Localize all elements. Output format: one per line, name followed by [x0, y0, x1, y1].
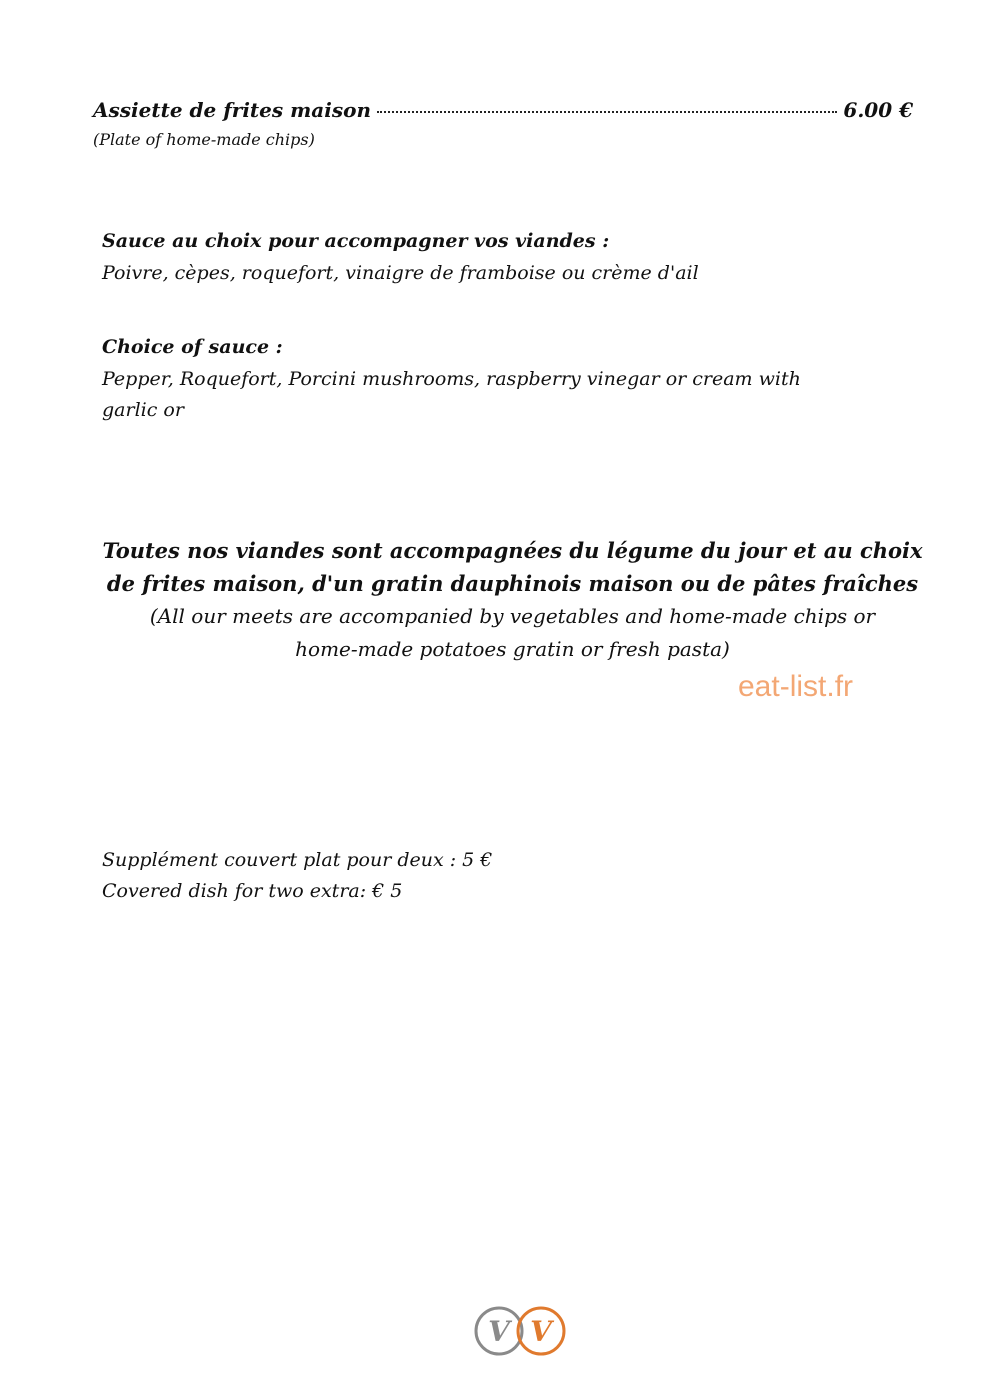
sauce-en-heading: Choice of sauce :: [102, 336, 283, 358]
accompaniment-note: [60, 534, 965, 666]
accompaniment-fr-line1: Toutes nos viandes sont accompagnées du légume du jour et au choix: [102, 538, 923, 563]
logo-left-letter: V: [488, 1315, 510, 1348]
item-translation: (Plate of home-made chips): [93, 130, 315, 149]
sauce-fr-heading: Sauce au choix pour accompagner vos viandes :: [102, 230, 610, 252]
supplement-en: Covered dish for two extra: € 5: [102, 880, 403, 902]
watermark: eat-list.fr: [738, 670, 854, 703]
accompaniment-fr-line2: de frites maison, d'un gratin dauphinois maison ou de pâtes fraîches: [106, 571, 919, 596]
menu-item-fries: [93, 98, 913, 122]
restaurant-logo: [472, 1300, 568, 1362]
item-price: 6.00 €: [843, 98, 913, 122]
item-name: Assiette de frites maison: [93, 98, 371, 122]
sauce-en-options-line1: Pepper, Roquefort, Porcini mushrooms, raspberry vinegar or cream with: [102, 368, 801, 390]
dotted-leader: [377, 111, 837, 113]
accompaniment-en-line1: (All our meets are accompanied by vegetables and home-made chips or: [149, 604, 876, 628]
sauce-fr-options: Poivre, cèpes, roquefort, vinaigre de framboise ou crème d'ail: [102, 262, 699, 284]
logo-right-letter: V: [530, 1315, 552, 1348]
sauce-en-options-line2: garlic or: [102, 399, 184, 421]
accompaniment-en-line2: home-made potatoes gratin or fresh pasta): [295, 637, 730, 661]
supplement-fr: Supplément couvert plat pour deux : 5 €: [102, 849, 493, 871]
